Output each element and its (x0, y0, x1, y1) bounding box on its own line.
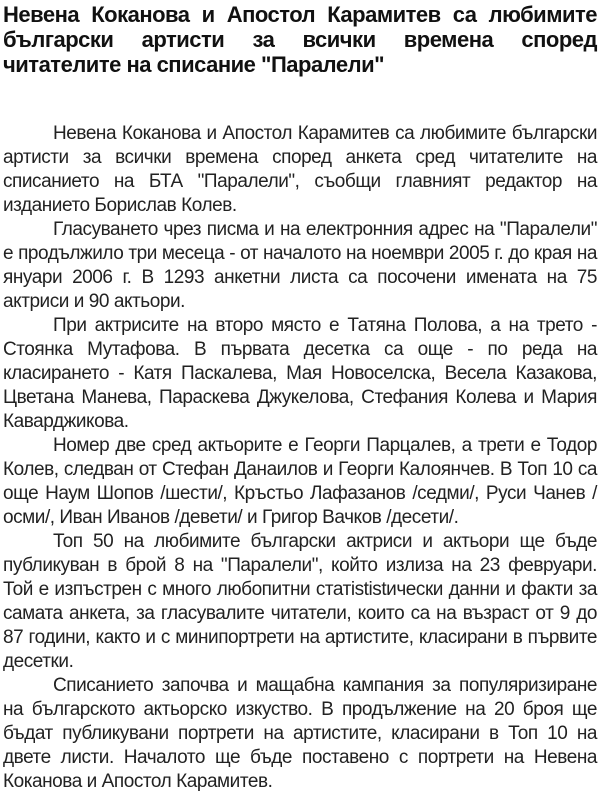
article-title: Невена Коканова и Апостол Карамитев са любимите български артисти за всички времена според читателите на списание "Паралели" (3, 2, 597, 77)
paragraph-intro: Невена Коканова и Апостол Карамитев са любимите български артисти за всички времена според анкета сред читателите на списанието на БТА "Паралели", съобщи главният редактор на изданието Борислав Колев. (3, 123, 597, 216)
document-page (3, 0, 597, 794)
paragraph-voting: Гласуването чрез писма и на електронния адрес на "Паралели" е продължило три месеца - от началото на ноември 2005 г. до края на януари 2006 г. В 1293 анкетни листа са посочени имената на 75 актриси и 90 актьори. (3, 219, 597, 312)
paragraph-campaign: Списанието започва и мащабна кампания за популяризиране на българското актьорско изкуство. В продължение на 20 броя ще бъдат публикувани портрети на артистите, класирани в Топ 10 на двете листи. Началото ще бъде поставено с портрети на Невена Коканова и Апостол Карамитев. (3, 675, 597, 792)
paragraph-actors: Номер две сред актьорите е Георги Парцалев, а трети е Тодор Колев, следван от Стефан Данаилов и Георги Калоянчев. В Топ 10 са още Наум Шопов /шести/, Кръстьо Лафазанов /седми/, Руси Чанев /осми/, Иван Иванов /девети/ и Григор Вачков /десети/. (3, 435, 597, 528)
article-body (3, 122, 597, 794)
paragraph-actresses: При актрисите на второ място е Татяна Полова, а на трето - Стоянка Мутафова. В първата десетка са още - по реда на класирането - Катя Паскалева, Мая Новоселска, Весела Казакова, Цветана Манева, Параскева Джукелова, Стефания Колева и Мария Каварджикова. (3, 315, 597, 432)
paragraph-top50: Топ 50 на любимите български актриси и актьори ще бъде публикуван в брой 8 на "Паралели", който излиза на 23 февруари. Той е изпъстрен с много любопитни статististически данни и факти за самата анкета, за гласувалите читатели, които са на възраст от 9 до 87 години, както и с минипортрети на артистите, класирани в първите десетки. (3, 531, 597, 672)
